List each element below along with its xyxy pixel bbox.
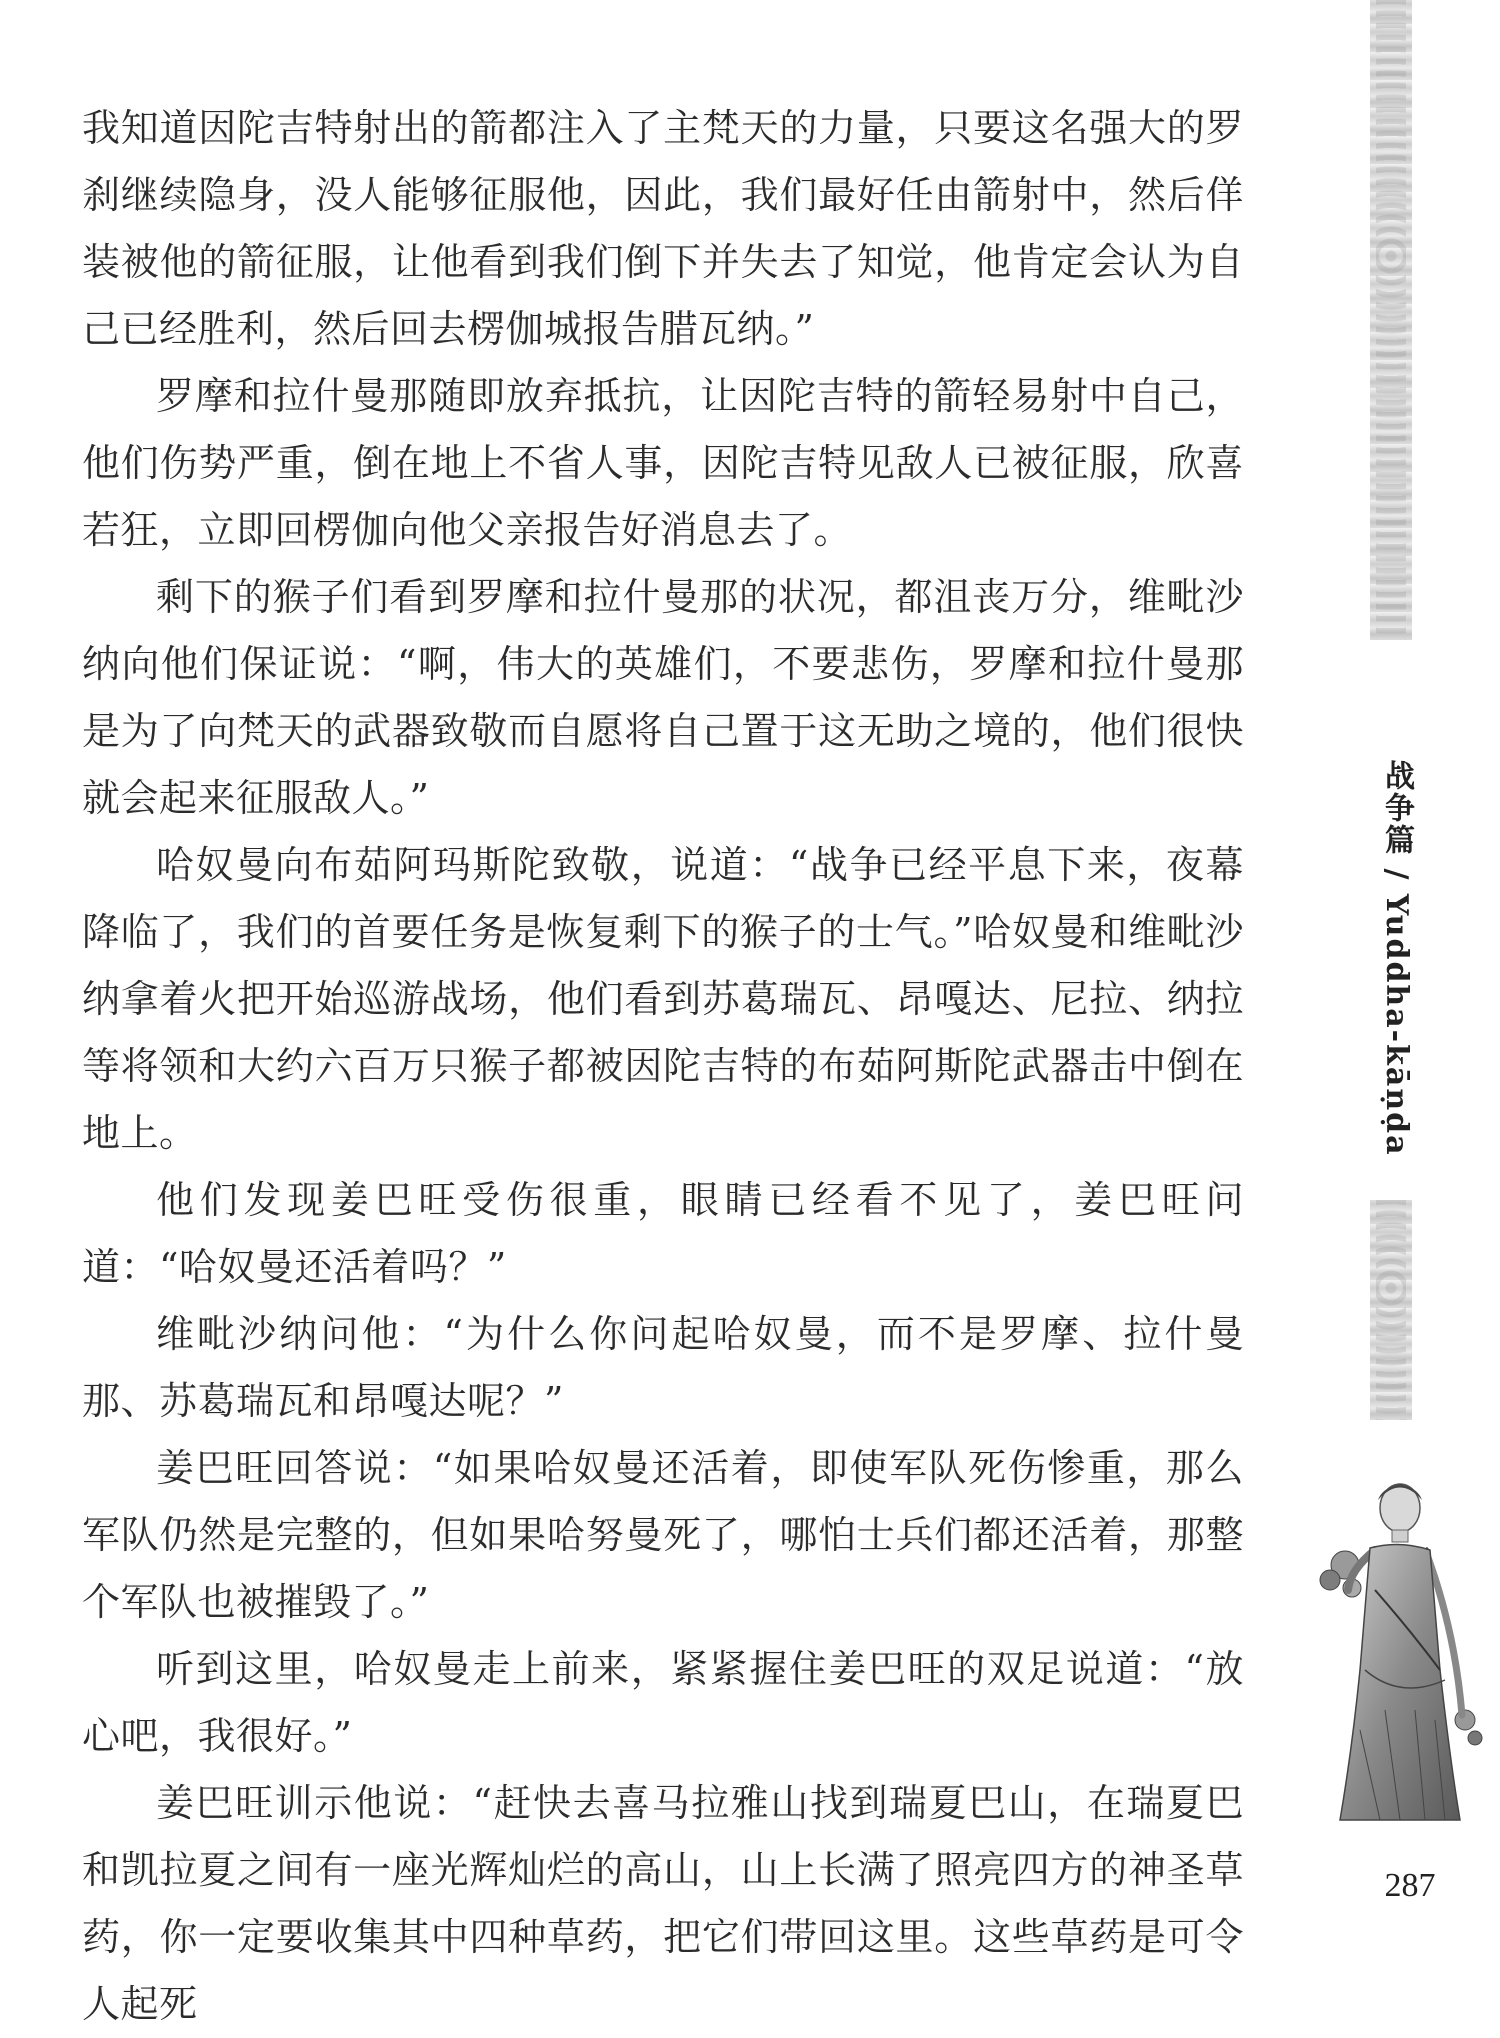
- paragraph-9: 姜巴旺训示他说：“赶快去喜马拉雅山找到瑞夏巴山，在瑞夏巴和凯拉夏之间有一座光辉灿烂的高山，山上长满了照亮四方的神圣草药，你一定要收集其中四种草药，把它们带回这里。这些草药是可令人起死: [82, 1781, 1244, 2026]
- deity-illustration: [1290, 1470, 1500, 1830]
- running-head: 战争篇 / Yuddha-kāṇḍa: [1379, 760, 1414, 1157]
- ornamental-border-top: [1370, 0, 1412, 640]
- paragraph-7: 姜巴旺回答说：“如果哈奴曼还活着，即使军队死伤惨重，那么军队仍然是完整的，但如果哈努曼死了，哪怕士兵们都还活着，那整个军队也被摧毁了。”: [82, 1446, 1244, 1624]
- ornamental-border-middle: [1370, 1200, 1412, 1420]
- paragraph-5: 他们发现姜巴旺受伤很重，眼睛已经看不见了，姜巴旺问道：“哈奴曼还活着吗？”: [82, 1178, 1244, 1289]
- paragraph-8: 听到这里，哈奴曼走上前来，紧紧握住姜巴旺的双足说道：“放心吧，我很好。”: [82, 1647, 1244, 1758]
- body-text: [82, 95, 1244, 2038]
- paragraph-3: 剩下的猴子们看到罗摩和拉什曼那的状况，都沮丧万分，维毗沙纳向他们保证说：“啊，伟大的英雄们，不要悲伤，罗摩和拉什曼那是为了向梵天的武器致敬而自愿将自己置于这无助之境的，他们很快就会起来征服敌人。”: [82, 575, 1244, 820]
- paragraph-6: 维毗沙纳问他：“为什么你问起哈奴曼，而不是罗摩、拉什曼那、苏葛瑞瓦和昂嘎达呢？”: [82, 1312, 1244, 1423]
- paragraph-4: 哈奴曼向布茹阿玛斯陀致敬，说道：“战争已经平息下来，夜幕降临了，我们的首要任务是恢复剩下的猴子的士气。”哈奴曼和维毗沙纳拿着火把开始巡游战场，他们看到苏葛瑞瓦、昂嘎达、尼拉、纳拉等将领和大约六百万只猴子都被因陀吉特的布茹阿斯陀武器击中倒在地上。: [82, 843, 1244, 1155]
- paragraph-1: 我知道因陀吉特射出的箭都注入了主梵天的力量，只要这名强大的罗刹继续隐身，没人能够征服他，因此，我们最好任由箭射中，然后佯装被他的箭征服，让他看到我们倒下并失去了知觉，他肯定会认为自己已经胜利，然后回去楞伽城报告腊瓦纳。”: [82, 106, 1244, 351]
- paragraph-2: 罗摩和拉什曼那随即放弃抵抗，让因陀吉特的箭轻易射中自己，他们伤势严重，倒在地上不省人事，因陀吉特见敌人已被征服，欣喜若狂，立即回楞伽向他父亲报告好消息去了。: [82, 374, 1244, 552]
- page-number: 287: [1384, 1867, 1436, 1904]
